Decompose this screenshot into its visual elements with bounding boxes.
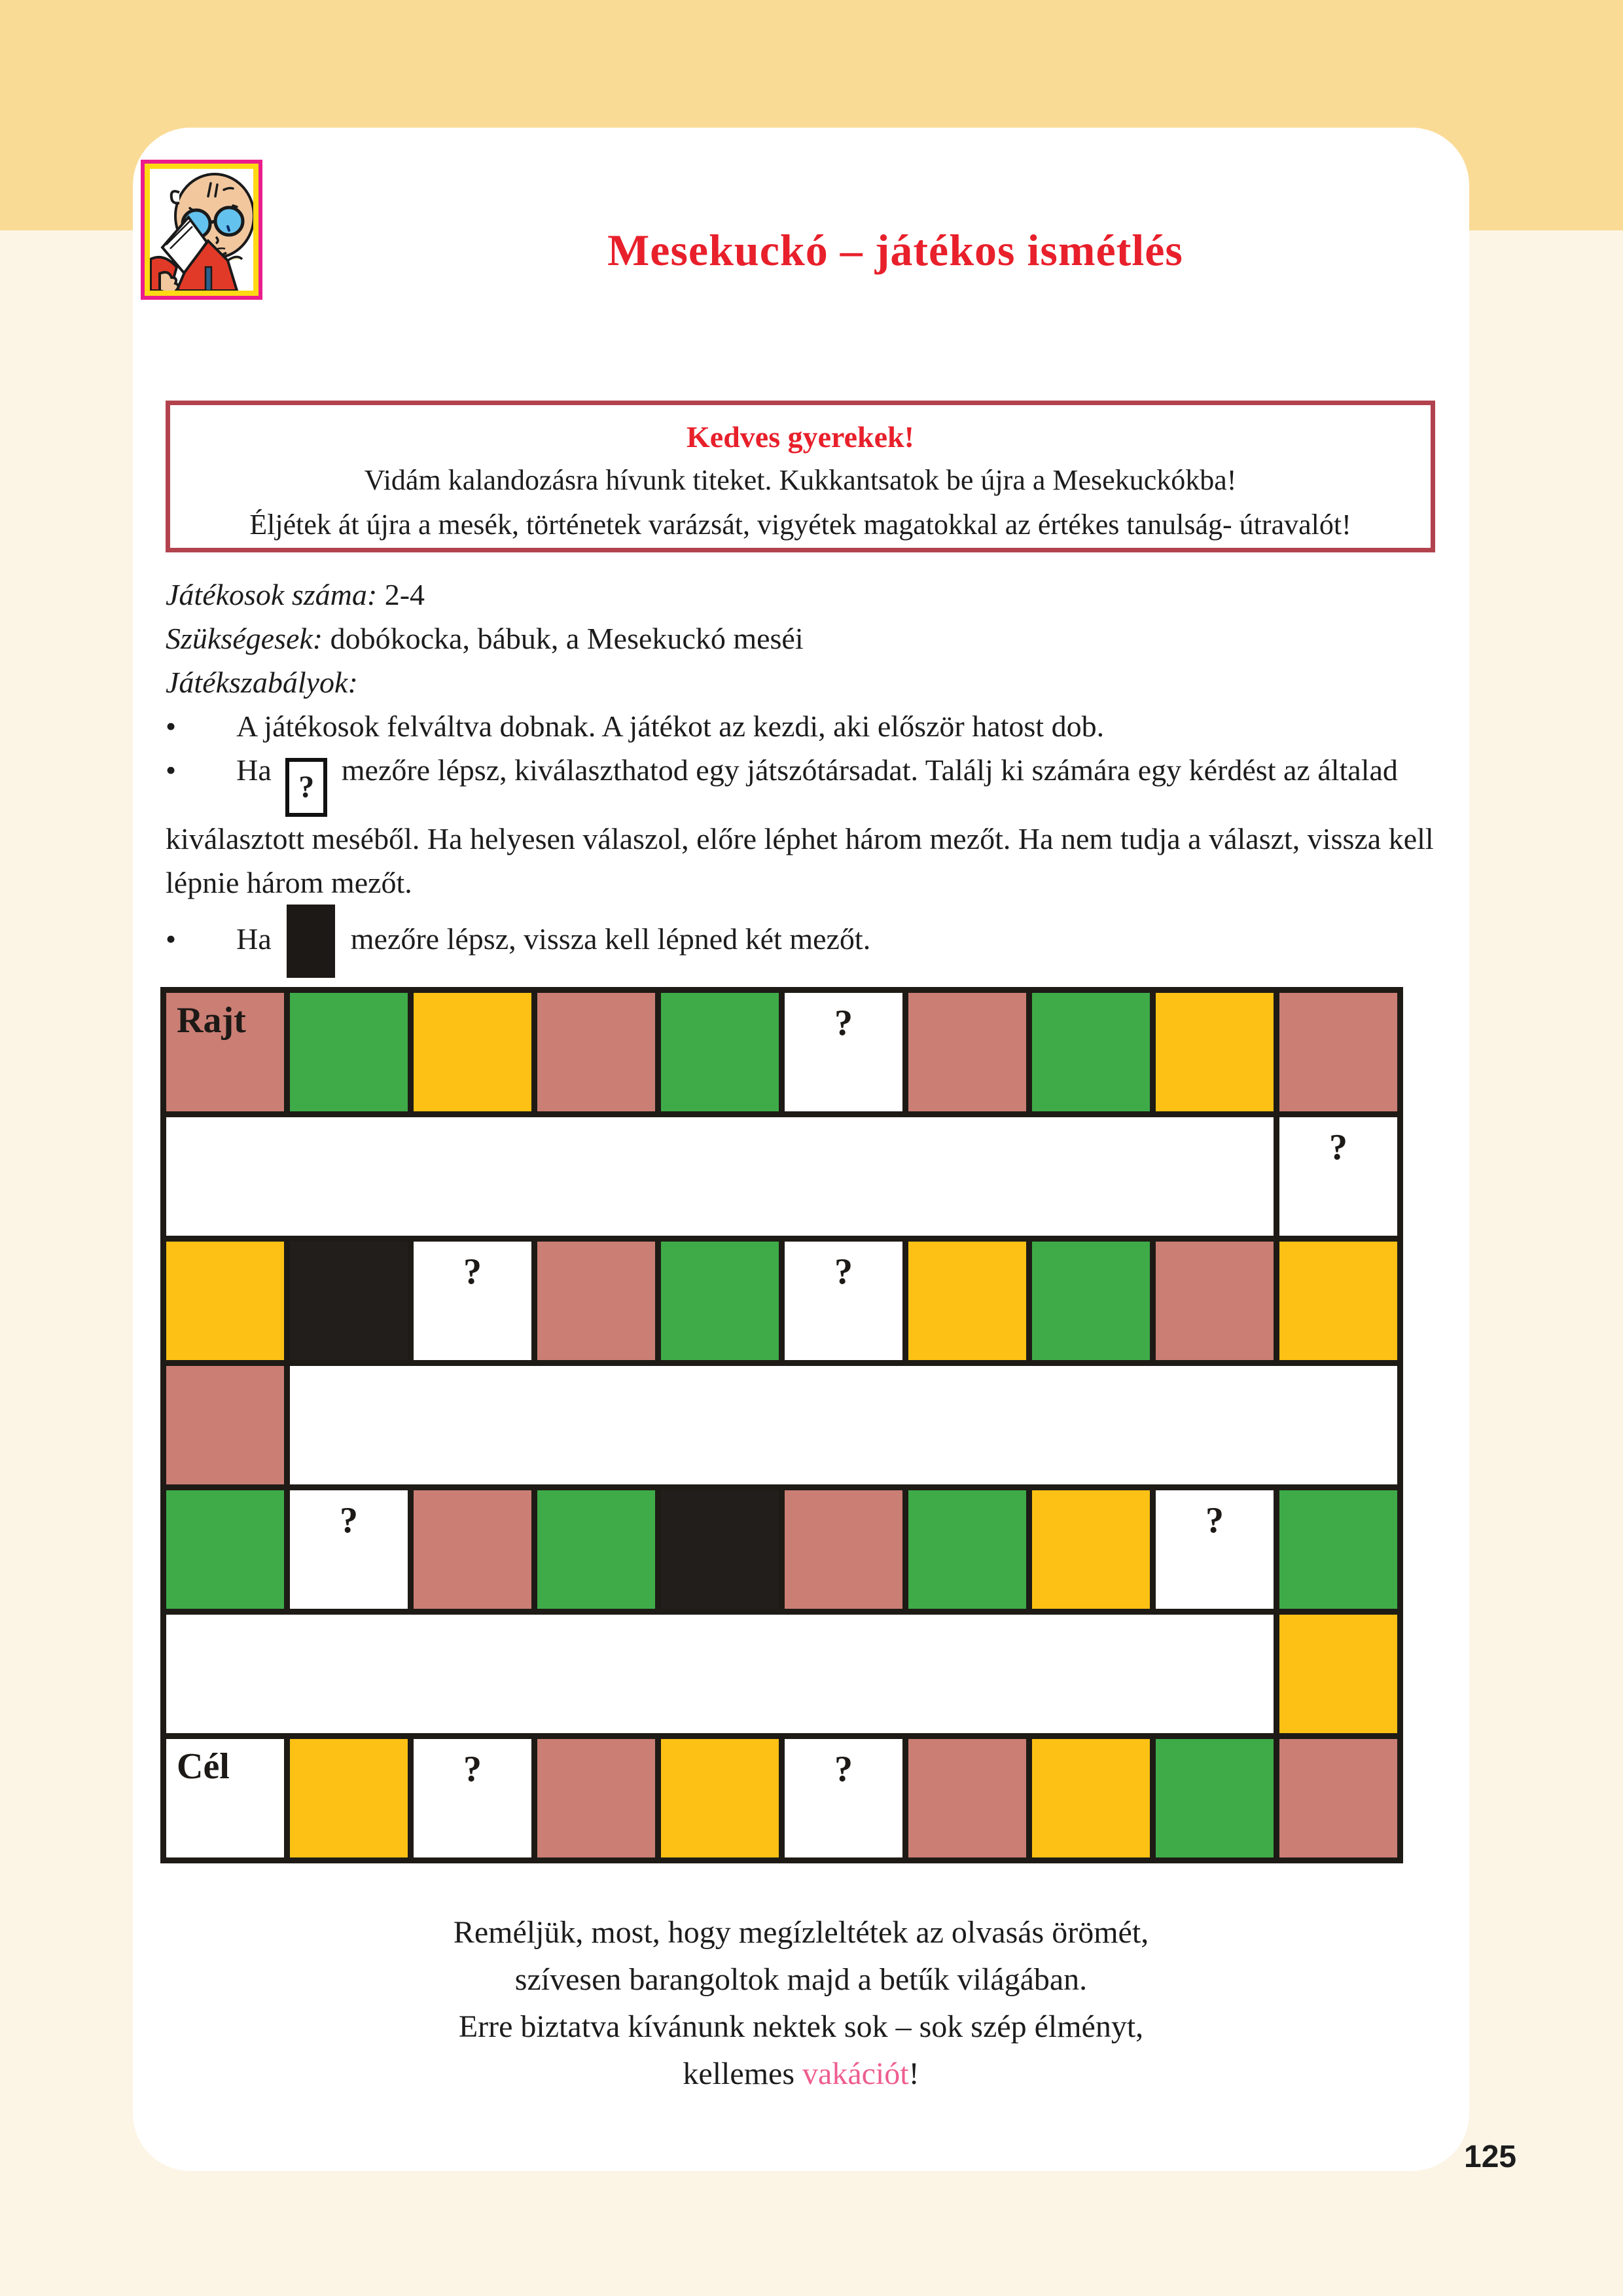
players-count-line: [166, 573, 1438, 617]
game-rules-section: [166, 573, 1438, 978]
board-cell: [908, 993, 1026, 1111]
board-cell: [290, 1366, 1397, 1484]
board-cell-goal: [166, 1739, 284, 1857]
board-cell: [414, 1490, 531, 1609]
intro-line-1: Vidám kalandozásra hívunk titeket. Kukkantsatok be újra a Mesekuckókba!: [364, 464, 1237, 496]
closing-highlight-word: vakációt: [802, 2056, 909, 2091]
board-cell-question: [785, 1739, 902, 1857]
reading-child-illustration: [141, 160, 262, 300]
board-cell-label: ?: [340, 1500, 358, 1541]
board-cell-start: [166, 993, 284, 1111]
board-cell: [1032, 1739, 1150, 1857]
board-cell: [1279, 1615, 1397, 1733]
board-cell-question: [1279, 1117, 1397, 1236]
board-cell: [290, 1242, 408, 1360]
board-cell-label: ?: [834, 1003, 853, 1043]
board-cell: [166, 1366, 284, 1484]
game-board: [160, 987, 1403, 1863]
requirements-line: [166, 617, 1438, 660]
closing-text: [133, 1909, 1469, 2098]
board-cell: [166, 1117, 1274, 1236]
rules-heading-line: [166, 660, 1438, 704]
board-cell-label: ?: [1329, 1127, 1347, 1168]
board-cell-label: ?: [834, 1749, 853, 1789]
board-cell-label: Cél: [177, 1746, 230, 1787]
board-cell-question: [785, 1242, 902, 1360]
rule-2-text-post: mezőre lépsz, kiválaszthatod egy játszótársadat. Találj ki számára egy kérdést az általad kiválasztott meséből. Ha helyesen válaszol, előre léphet három mezőt. Ha nem tudja a választ, vissza kell lépnie három mezőt.: [166, 753, 1434, 899]
black-box-icon: [287, 905, 335, 978]
board-cell: [166, 1490, 284, 1609]
intro-heading: Kedves gyerekek!: [687, 420, 914, 454]
board-cell: [1279, 1490, 1397, 1609]
board-cell: [1279, 1242, 1397, 1360]
bullet-icon: •: [166, 753, 177, 787]
intro-line-2: Éljétek át újra a mesék, történetek varázsát, vigyétek magatokkal az értékes tanulság- útravalót!: [249, 509, 1351, 541]
closing-line-3: Erre biztatva kívánunk nektek sok – sok szép élményt,: [458, 2009, 1144, 2044]
players-count-value: 2-4: [377, 578, 425, 611]
bullet-icon: •: [166, 922, 177, 956]
board-cell: [166, 1615, 1274, 1733]
page-number: 125: [1464, 2140, 1517, 2174]
board-cell: [661, 1242, 779, 1360]
rule-item-3: [166, 905, 1438, 978]
board-cell: [661, 1490, 779, 1609]
board-cell: [908, 1490, 1026, 1609]
closing-line-4: [133, 2051, 1469, 2098]
board-cell: [166, 1242, 284, 1360]
board-cell: [908, 1739, 1026, 1857]
board-cell-label: ?: [463, 1251, 482, 1292]
rule-3-text-pre: Ha: [236, 922, 279, 956]
closing-line-4-suffix: !: [908, 2056, 919, 2091]
board-cell-question: [290, 1490, 408, 1609]
board-cell-question: [1156, 1490, 1274, 1609]
content-card: [133, 128, 1469, 2171]
board-cell: [1279, 993, 1397, 1111]
requirements-value: dobókocka, bábuk, a Mesekuckó meséi: [323, 622, 804, 655]
board-cell: [1032, 1242, 1150, 1360]
intro-box: [166, 401, 1435, 552]
board-cell: [908, 1242, 1026, 1360]
rule-item-2: [166, 748, 1438, 905]
board-cell: [290, 1739, 408, 1857]
bullet-icon: •: [166, 709, 177, 743]
board-cell: [537, 993, 655, 1111]
question-box-icon: ?: [285, 758, 327, 817]
board-cell-label: ?: [1205, 1500, 1224, 1541]
board-cell-question: [414, 1739, 531, 1857]
board-cell: [1156, 1242, 1274, 1360]
board-cell: [290, 993, 408, 1111]
board-cell: [537, 1739, 655, 1857]
reading-child-drawing: [150, 169, 253, 291]
rules-heading-label: Játékszabályok:: [166, 666, 358, 699]
board-cell: [1279, 1739, 1397, 1857]
board-cell: [785, 1490, 902, 1609]
reading-child-illustration-canvas: [150, 169, 253, 291]
page-title: Mesekuckó – játékos ismétlés: [607, 225, 1183, 275]
board-cell: [414, 993, 531, 1111]
board-cell: [661, 993, 779, 1111]
board-cell: [1156, 993, 1274, 1111]
board-cell-label: ?: [834, 1251, 853, 1292]
board-cell-label: Rajt: [177, 1000, 246, 1041]
closing-line-2: szívesen barangoltok majd a betűk világában.: [514, 1962, 1088, 1997]
requirements-label: Szükségesek:: [166, 622, 323, 655]
closing-line-4-prefix: kellemes: [683, 2056, 803, 2091]
players-count-label: Játékosok száma:: [166, 578, 378, 611]
rule-1-text: A játékosok felváltva dobnak. A játékot az kezdi, aki először hatost dob.: [236, 709, 1105, 743]
board-cell: [1156, 1739, 1274, 1857]
board-cell-label: ?: [463, 1749, 482, 1789]
rule-2-text-pre: Ha: [236, 753, 279, 787]
board-cell: [537, 1490, 655, 1609]
board-cell: [537, 1242, 655, 1360]
board-cell: [1032, 993, 1150, 1111]
board-cell: [661, 1739, 779, 1857]
rule-item-1: [166, 704, 1438, 748]
rule-3-text-post: mezőre lépsz, vissza kell lépned két mezőt.: [343, 922, 871, 956]
closing-line-1: Reméljük, most, hogy megízleltétek az olvasás örömét,: [453, 1915, 1149, 1950]
board-cell: [1032, 1490, 1150, 1609]
board-cell-question: [785, 993, 902, 1111]
board-cell-question: [414, 1242, 531, 1360]
